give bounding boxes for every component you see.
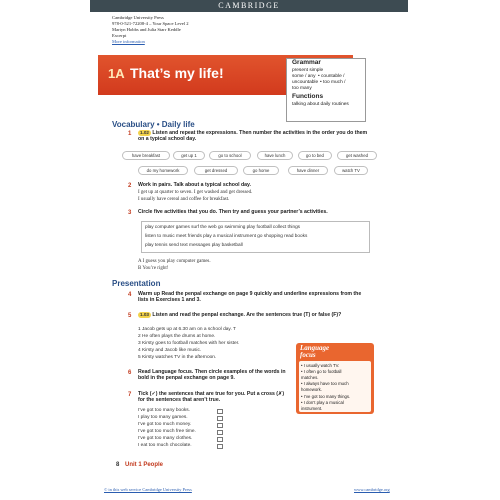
tick-checkbox[interactable]: [217, 409, 223, 414]
language-focus-title: [300, 345, 329, 359]
cd-track-badge[interactable]: 1.03: [140, 312, 149, 317]
exercise-1-text: Listen and repeat the expressions. Then number the activities in the order you do them on a typical school day.: [138, 130, 368, 143]
expression-pill: go to school: [209, 151, 251, 160]
isbn-line: 978-0-521-72208-4 – Your Space Level 2: [112, 21, 189, 26]
excerpt-line: Excerpt: [112, 33, 127, 38]
vocabulary-heading: Vocabulary • Daily life: [112, 120, 195, 129]
presentation-heading: Presentation: [112, 279, 161, 288]
activities-line: play tennis send text messages play basketball: [145, 242, 243, 247]
exercise-6-instruction: [138, 369, 288, 382]
language-focus-item: • I’ve got too many things.: [301, 394, 351, 399]
statement-item: 3 Kirsty goes to football matches with her sister.: [138, 341, 240, 346]
dialogue-line-b: B You’re right!: [138, 266, 169, 271]
language-focus-item: instrument.: [301, 406, 323, 411]
publisher-line: Cambridge University Press: [112, 15, 164, 20]
expression-pill: have lunch: [257, 151, 293, 160]
grammar-line: too many: [292, 86, 312, 91]
exercise-3-text: Circle five activities that you do. Then try and guess your partner’s activities.: [138, 209, 328, 215]
functions-text: talking about daily routines: [292, 102, 349, 107]
expression-pill: get dressed: [194, 166, 238, 175]
cd-track-badge[interactable]: 1.02: [140, 130, 149, 135]
tick-item: I’ve got too many books.: [138, 408, 190, 413]
statement-item: 5 Kirsty watches TV in the afternoon.: [138, 355, 217, 360]
authors-line: Martyn Hobbs and Julia Starr Keddle: [112, 27, 181, 32]
exercise-number: 7: [128, 392, 132, 398]
exercise-7-instruction: [138, 391, 288, 404]
language-focus-title-line: Language: [300, 344, 330, 352]
exercise-4-text: Warm up Read the penpal exchange on page 9 quickly and underline expressions from the lists in Exercises 1 and 3.: [138, 291, 362, 304]
expression-pill: have breakfast: [122, 151, 170, 160]
expression-pill: get washed: [337, 151, 377, 160]
statement-item: 4 Kirsty and Jacob like music.: [138, 348, 202, 353]
exercise-5-instruction: [138, 312, 370, 318]
language-focus-item: homework.: [301, 387, 323, 392]
exercise-6-text: Read Language focus. Then circle examples of the words in bold in the penpal exchange on page 9.: [138, 369, 286, 382]
statement-item: 2 He often plays the drums at home.: [138, 334, 216, 339]
tick-checkbox[interactable]: [217, 423, 223, 428]
exercise-2-text: Work in pairs. Talk about a typical school day.: [138, 182, 251, 188]
unit-badge: 1A: [108, 66, 125, 81]
expression-pill: go home: [243, 166, 279, 175]
exercise-number: 3: [128, 210, 132, 216]
language-focus-item: • I usually watch TV.: [301, 363, 340, 368]
functions-title: Functions: [292, 93, 324, 100]
expression-pill: have dinner: [288, 166, 328, 175]
page-number: 8: [116, 462, 120, 468]
expression-pill: get up 1: [173, 151, 205, 160]
exercise-2-instruction: [138, 182, 251, 188]
language-focus-title-line: focus: [300, 351, 316, 359]
tick-checkbox[interactable]: [217, 430, 223, 435]
exercise-number: 1: [128, 131, 132, 137]
tick-item: I play too many games.: [138, 415, 188, 420]
exercise-number: 6: [128, 370, 132, 376]
grammar-line: some / any: [292, 74, 316, 79]
exercise-7-text: Tick (✓) the sentences that are true for you. Put a cross (✗) for the sentences that aren’t true.: [138, 391, 285, 404]
exercise-1-instruction: [138, 130, 370, 143]
expression-pill: do my homework: [138, 166, 188, 175]
language-focus-item: • I don’t play a musical: [301, 400, 344, 405]
dialogue-line-a: A I guess you play computer games.: [138, 259, 211, 264]
tick-item: I’ve got too many clothes.: [138, 436, 193, 441]
tick-checkbox[interactable]: [217, 416, 223, 421]
language-focus-item: matches.: [301, 375, 319, 380]
activities-line: listen to music meet friends play a musical instrument go shopping read books: [145, 233, 308, 238]
grammar-line: present simple: [292, 68, 324, 73]
grammar-line: • too much /: [320, 80, 346, 85]
cambridge-logo-text: CAMBRIDGE: [218, 1, 280, 10]
cambridge-website-link[interactable]: www.cambridge.org: [354, 487, 390, 492]
statement-item: 1 Jacob gets up at 6.30 am on a school day. T: [138, 327, 236, 332]
language-focus-item: • I often go to football: [301, 369, 342, 374]
example-sentence: I get up at quarter to seven. I get washed and get dressed.: [138, 190, 253, 195]
example-sentence: I usually have cereal and coffee for breakfast.: [138, 197, 230, 202]
tick-checkbox[interactable]: [217, 444, 223, 449]
expression-pill: watch TV: [334, 166, 368, 175]
more-information-link[interactable]: More information: [112, 39, 145, 44]
exercise-number: 5: [128, 313, 132, 319]
exercise-5-text: Listen and read the penpal exchange. Are the sentences true (T) or false (F)?: [152, 312, 342, 318]
exercise-4-instruction: [138, 291, 370, 304]
language-focus-item: • I always have too much: [301, 381, 349, 386]
activities-line: play computer games surf the web go swimming play football collect things: [145, 224, 301, 229]
expression-pill: go to bed: [298, 151, 332, 160]
copyright-link[interactable]: © in this web service Cambridge University Press: [104, 487, 192, 492]
exercise-number: 4: [128, 292, 132, 298]
exercise-3-instruction: [138, 209, 328, 215]
exercise-number: 2: [128, 183, 132, 189]
tick-item: I’ve got too much free time.: [138, 429, 196, 434]
grammar-title: Grammar: [292, 59, 321, 66]
unit-title: That’s my life!: [130, 65, 224, 81]
unit-footer-label: Unit 1 People: [125, 462, 164, 468]
tick-checkbox[interactable]: [217, 437, 223, 442]
grammar-line: • countable /: [318, 74, 345, 79]
grammar-line: uncountable: [292, 80, 319, 85]
tick-item: I eat too much chocolate.: [138, 443, 192, 448]
tick-item: I’ve got too much money.: [138, 422, 192, 427]
